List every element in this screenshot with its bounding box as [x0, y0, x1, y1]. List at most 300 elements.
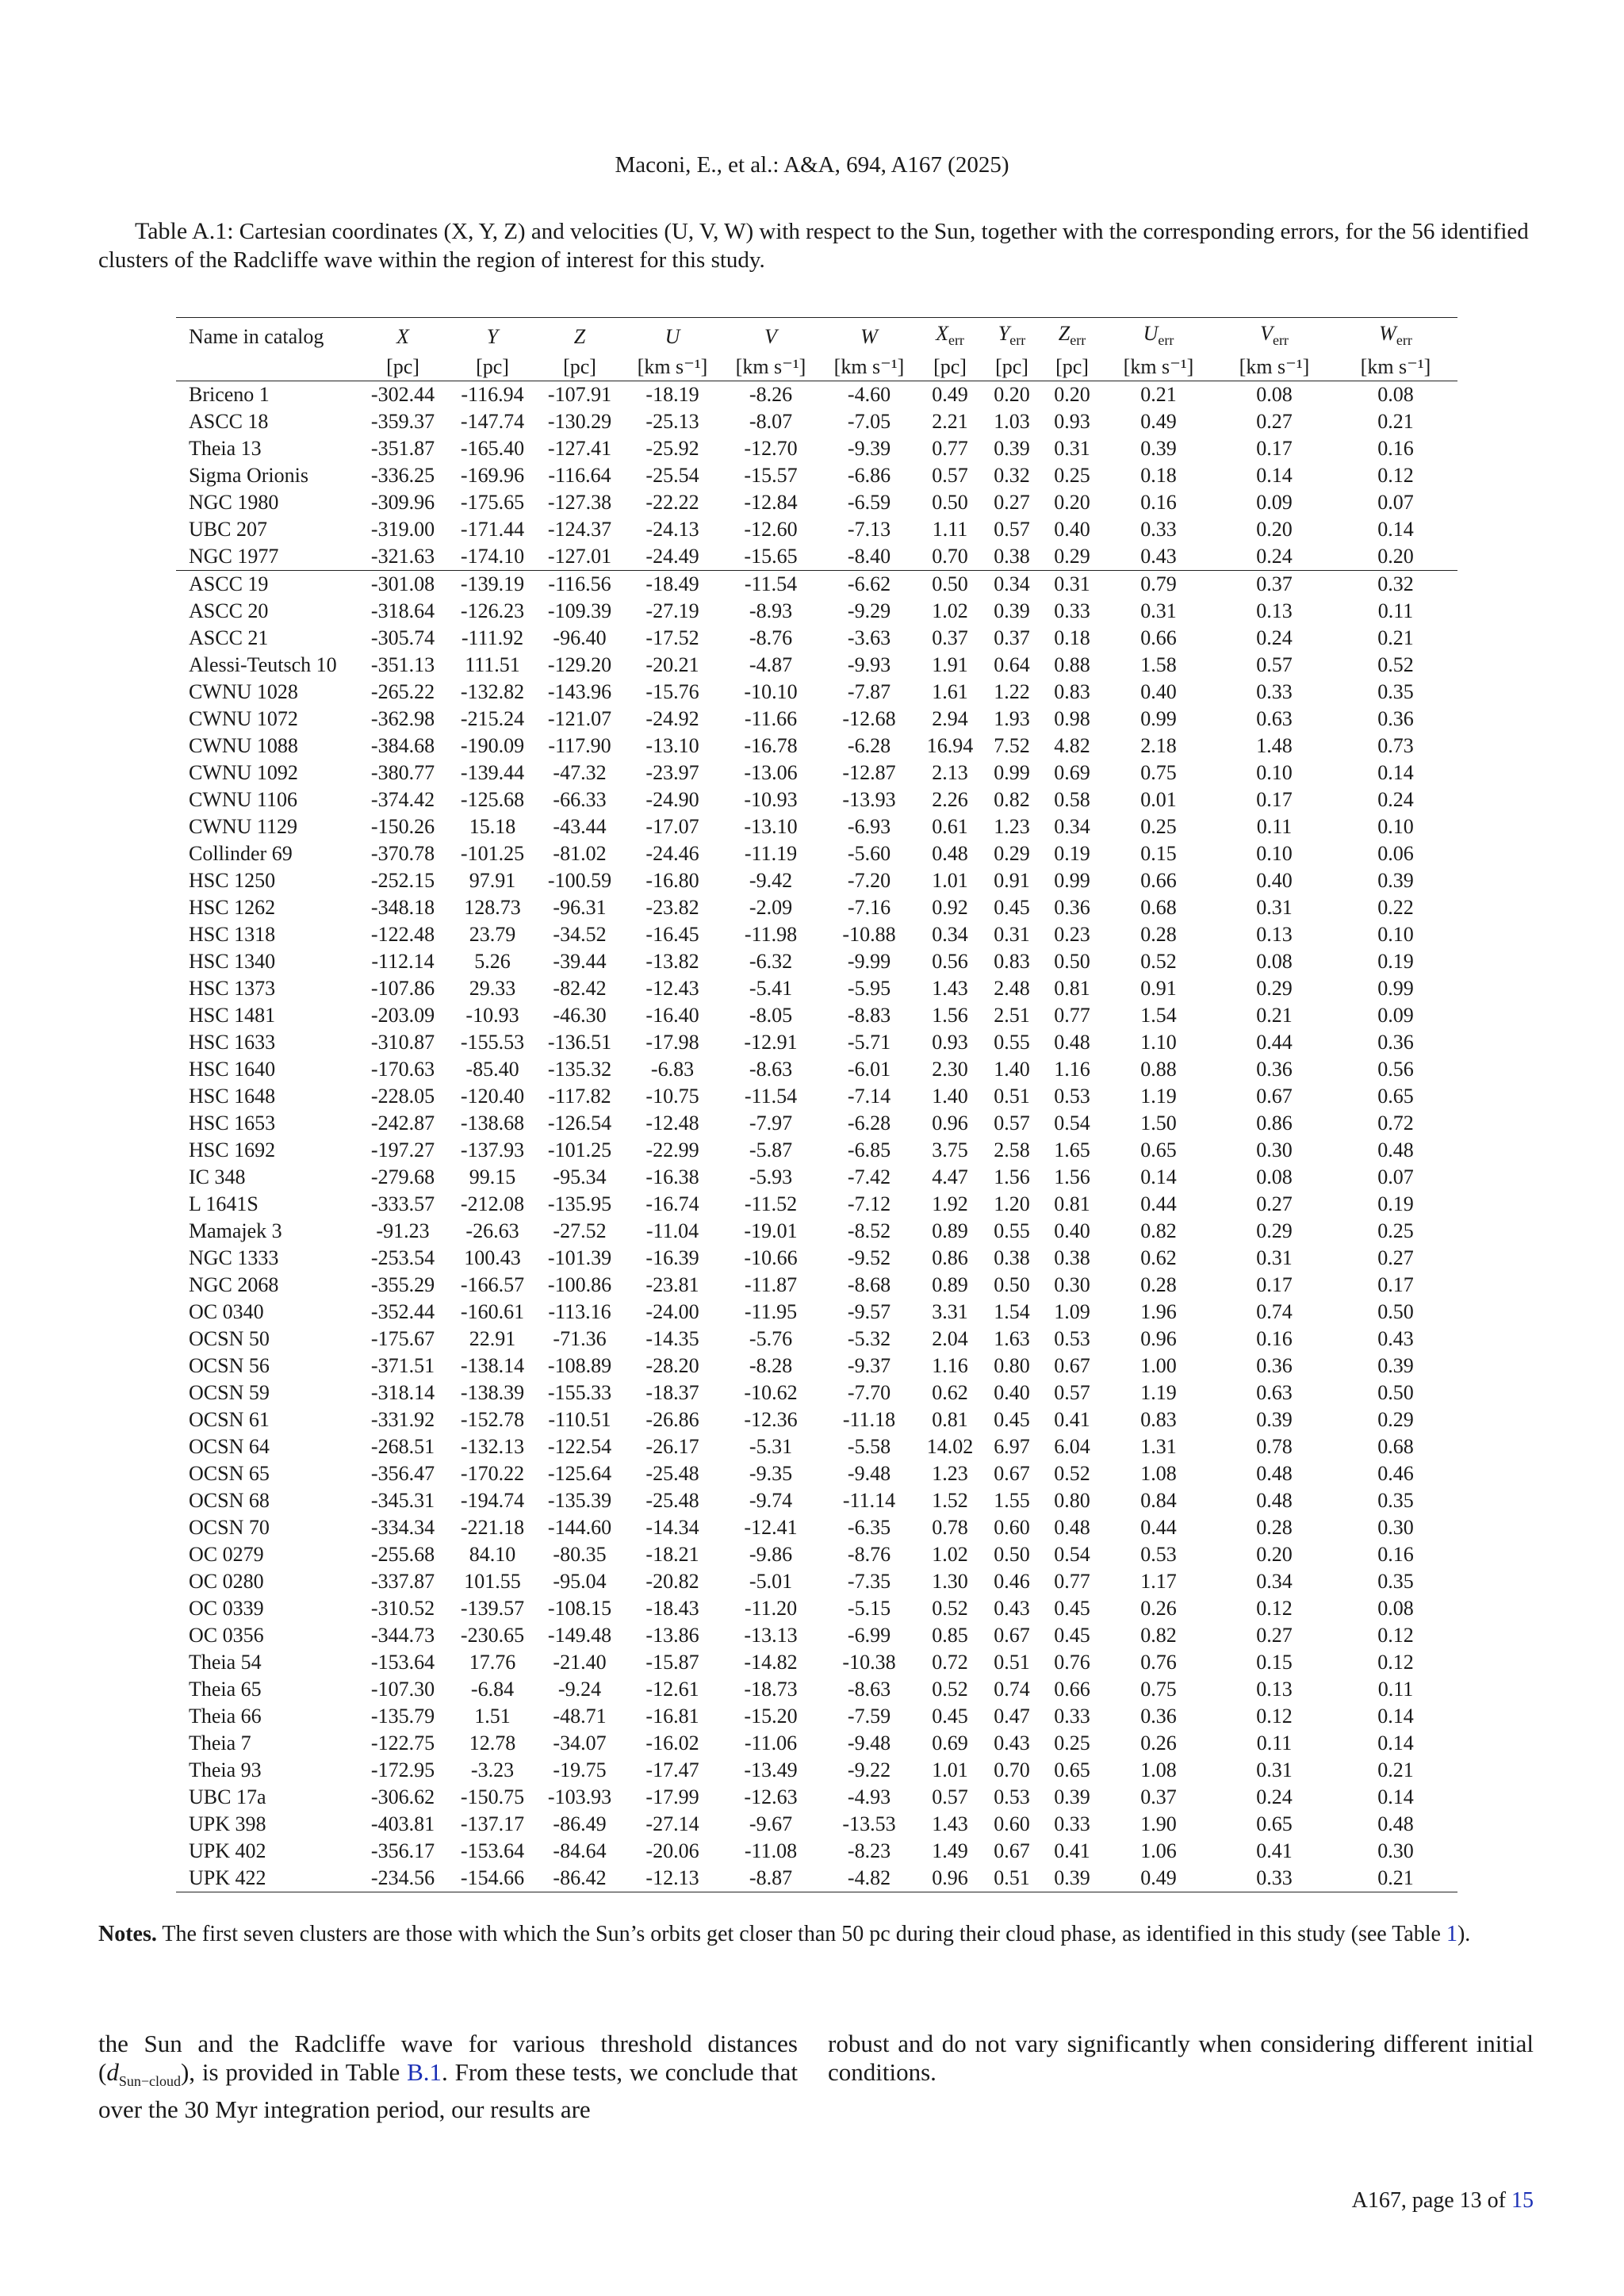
value-cell: -112.14: [371, 950, 435, 974]
value-cell: 0.49: [1102, 1865, 1215, 1892]
cluster-name-cell: L 1641S: [189, 1192, 259, 1216]
value-cell: 0.20: [1054, 383, 1090, 407]
value-cell: -5.58: [847, 1435, 891, 1459]
table-notes: [98, 1920, 1546, 1949]
value-cell: 0.10: [1256, 761, 1293, 785]
value-cell: -11.66: [744, 707, 798, 731]
cluster-name-cell: NGC 1980: [189, 491, 279, 515]
cluster-name-cell: OCSN 70: [189, 1516, 270, 1540]
value-cell: -122.75: [370, 1732, 435, 1755]
table-row: [176, 1083, 1457, 1110]
value-cell: 2.26: [932, 788, 968, 812]
value-cell: 0.88: [1054, 653, 1090, 677]
value-cell: 0.43: [1140, 545, 1177, 568]
value-cell: -18.37: [645, 1381, 699, 1405]
value-cell: -359.37: [370, 410, 435, 434]
value-cell: 0.75: [1140, 1678, 1177, 1701]
cluster-name-cell: OCSN 61: [189, 1408, 270, 1432]
cluster-name-cell: HSC 1481: [189, 1004, 276, 1027]
cluster-name-cell: Collinder 69: [189, 842, 293, 866]
value-cell: 0.40: [1140, 680, 1177, 704]
value-cell: 0.40: [1054, 1219, 1090, 1243]
value-cell: -139.19: [449, 571, 536, 599]
value-cell: 0.30: [1377, 1839, 1414, 1863]
value-cell: -10.93: [744, 788, 798, 812]
value-cell: 0.70: [994, 1758, 1030, 1782]
table-row: [176, 1380, 1457, 1406]
value-cell: 0.66: [1054, 1678, 1090, 1701]
cluster-name-cell: CWNU 1088: [189, 734, 298, 758]
value-cell: 0.39: [1377, 1354, 1414, 1378]
value-cell: 0.48: [1377, 1138, 1414, 1162]
value-cell: 6.04: [1054, 1435, 1090, 1459]
value-cell: 3.31: [932, 1300, 968, 1324]
value-cell: 0.46: [994, 1570, 1030, 1594]
value-cell: -116.94: [461, 383, 524, 407]
value-cell: 0.20: [994, 383, 1030, 407]
value-cell: -12.91: [744, 1031, 798, 1054]
value-cell: -370.78: [370, 842, 435, 866]
value-cell: 0.49: [1140, 410, 1177, 434]
value-cell: 0.60: [994, 1516, 1030, 1540]
body-left-part-b: ), is provided in Table: [180, 2058, 408, 2086]
value-cell: 0.70: [932, 545, 968, 568]
value-cell: 0.92: [932, 896, 968, 920]
value-cell: -101.25: [547, 1138, 612, 1162]
body-left-part-a: the Sun and the Radcliffe wave for various threshold distances (: [98, 2030, 798, 2086]
value-cell: 0.30: [1377, 1516, 1414, 1540]
value-cell: -125.64: [547, 1462, 612, 1486]
value-cell: 0.52: [1377, 653, 1414, 677]
value-cell: -82.42: [553, 977, 607, 1001]
value-cell: 23.79: [469, 923, 516, 947]
value-cell: 1.40: [932, 1085, 968, 1108]
caption-label: Table A.1:: [135, 218, 234, 244]
value-cell: -403.81: [370, 1812, 435, 1836]
value-cell: 0.28: [1140, 923, 1177, 947]
cluster-name-cell: Mamajek 3: [189, 1219, 282, 1243]
value-cell: -5.95: [847, 977, 891, 1001]
value-cell: 0.34: [982, 571, 1042, 599]
value-cell: -10.62: [744, 1381, 798, 1405]
value-cell: -20.82: [645, 1570, 699, 1594]
value-cell: 1.43: [932, 1812, 968, 1836]
cluster-name-cell: OCSN 65: [189, 1462, 270, 1486]
value-cell: -9.93: [847, 653, 891, 677]
value-cell: -13.86: [645, 1624, 699, 1647]
value-cell: 2.13: [932, 761, 968, 785]
value-cell: 0.23: [1054, 923, 1090, 947]
value-cell: 0.36: [1054, 896, 1090, 920]
value-cell: 0.11: [1377, 599, 1414, 623]
value-cell: -265.22: [370, 680, 435, 704]
value-cell: 0.31: [1140, 599, 1177, 623]
value-cell: 0.29: [1377, 1408, 1414, 1432]
value-cell: -5.87: [749, 1138, 793, 1162]
value-cell: -8.05: [749, 1004, 793, 1027]
notes-end: ).: [1457, 1922, 1471, 1946]
value-cell: -190.09: [460, 734, 525, 758]
value-cell: 0.33: [1215, 1865, 1334, 1892]
value-cell: -5.32: [847, 1327, 891, 1351]
value-cell: 0.18: [1140, 464, 1177, 488]
value-cell: 1.54: [1140, 1004, 1177, 1027]
value-cell: -16.02: [645, 1732, 699, 1755]
value-cell: 1.22: [994, 680, 1030, 704]
table-row: [176, 1703, 1457, 1730]
value-cell: 0.09: [1377, 1004, 1414, 1027]
value-cell: -8.40: [847, 545, 891, 568]
value-cell: -165.40: [460, 437, 525, 461]
value-cell: -16.74: [645, 1192, 699, 1216]
table-row: [176, 1622, 1457, 1649]
value-cell: -16.81: [645, 1705, 699, 1728]
value-cell: -150.75: [460, 1785, 525, 1809]
value-cell: -310.87: [370, 1031, 435, 1054]
value-cell: -12.70: [744, 437, 798, 461]
value-cell: -7.87: [847, 680, 891, 704]
value-cell: -15.20: [744, 1705, 798, 1728]
cluster-name-cell: CWNU 1129: [189, 815, 297, 839]
value-cell: -268.51: [370, 1435, 435, 1459]
value-cell: 0.62: [932, 1381, 968, 1405]
column-header-7: $X_{err}$: [936, 322, 964, 349]
table-row: [176, 462, 1457, 489]
value-cell: 14.02: [926, 1435, 974, 1459]
value-cell: -25.48: [645, 1462, 699, 1486]
value-cell: -17.47: [645, 1758, 699, 1782]
value-cell: -126.54: [547, 1112, 612, 1135]
value-cell: -12.68: [842, 707, 896, 731]
value-cell: 0.08: [1377, 1597, 1414, 1621]
table-row: [176, 679, 1457, 706]
footer-total-pages-link[interactable]: 15: [1511, 2188, 1534, 2213]
value-cell: -13.10: [744, 815, 798, 839]
value-cell: 0.99: [1377, 977, 1414, 1001]
value-cell: -132.82: [460, 680, 525, 704]
value-cell: -17.52: [645, 626, 699, 650]
value-cell: -21.40: [553, 1651, 607, 1674]
value-cell: -12.87: [842, 761, 896, 785]
value-cell: -17.99: [645, 1785, 699, 1809]
cluster-name-cell: UBC 17a: [189, 1785, 266, 1809]
value-cell: 0.01: [1140, 788, 1177, 812]
value-cell: -10.10: [744, 680, 798, 704]
column-unit-8: [pc]: [982, 354, 1042, 381]
cluster-name-cell: Theia 54: [189, 1651, 262, 1674]
value-cell: -9.48: [847, 1732, 891, 1755]
value-cell: 0.84: [1140, 1489, 1177, 1513]
cluster-name-cell: HSC 1340: [189, 950, 276, 974]
table-body: [176, 381, 1457, 1892]
value-cell: -215.24: [460, 707, 525, 731]
value-cell: 0.32: [994, 464, 1030, 488]
value-cell: 0.29: [1256, 1219, 1293, 1243]
cluster-name-cell: ASCC 21: [189, 626, 269, 650]
value-cell: -15.76: [645, 680, 699, 704]
value-cell: -129.20: [547, 653, 612, 677]
column-header-5: V: [764, 325, 777, 349]
value-cell: 1.23: [994, 815, 1030, 839]
value-cell: -18.19: [645, 383, 699, 407]
value-cell: 0.33: [1054, 599, 1090, 623]
value-cell: 0.61: [932, 815, 968, 839]
value-cell: -84.64: [553, 1839, 607, 1863]
value-cell: -34.07: [553, 1732, 607, 1755]
cluster-name-cell: OC 0340: [189, 1300, 264, 1324]
value-cell: -85.40: [465, 1058, 519, 1081]
value-cell: -116.56: [536, 571, 623, 599]
value-cell: -117.82: [548, 1085, 611, 1108]
value-cell: -7.70: [847, 1381, 891, 1405]
value-cell: -7.42: [847, 1165, 891, 1189]
value-cell: -127.41: [547, 437, 612, 461]
value-cell: -95.34: [553, 1165, 607, 1189]
value-cell: -321.63: [370, 545, 435, 568]
value-cell: -26.63: [465, 1219, 519, 1243]
value-cell: 0.17: [1256, 788, 1293, 812]
value-cell: 0.41: [1054, 1839, 1090, 1863]
value-cell: -8.83: [847, 1004, 891, 1027]
table-b1-link[interactable]: B.1: [407, 2058, 442, 2086]
value-cell: 1.54: [994, 1300, 1030, 1324]
table-row: [176, 489, 1457, 516]
table-row: [176, 975, 1457, 1002]
value-cell: -197.27: [370, 1138, 435, 1162]
value-cell: 0.83: [994, 950, 1030, 974]
value-cell: 0.10: [1256, 842, 1293, 866]
value-cell: -86.42: [536, 1865, 623, 1892]
value-cell: 7.52: [994, 734, 1030, 758]
value-cell: -11.20: [744, 1597, 798, 1621]
value-cell: -9.22: [847, 1758, 891, 1782]
value-cell: 0.46: [1377, 1462, 1414, 1486]
value-cell: 0.21: [1256, 1004, 1293, 1027]
value-cell: -11.14: [842, 1489, 896, 1513]
caption-text: Cartesian coordinates (X, Y, Z) and velocities (U, V, W) with respect to the Sun, together with the corresponding errors, for the 56 identified clusters of the Radcliffe wave within the region of interest for this study.: [98, 219, 1529, 273]
running-head: Maconi, E., et al.: A&A, 694, A167 (2025): [615, 152, 1009, 178]
value-cell: 0.31: [1054, 437, 1090, 461]
cluster-name-cell: OCSN 64: [189, 1435, 270, 1459]
notes-text: The first seven clusters are those with which the Sun’s orbits get closer than 50 pc during their cloud phase, as identified in this study (see Table: [162, 1922, 1446, 1946]
table-1-link[interactable]: 1: [1446, 1922, 1457, 1946]
value-cell: -135.32: [547, 1058, 612, 1081]
value-cell: -9.67: [749, 1812, 793, 1836]
value-cell: 0.50: [1054, 950, 1090, 974]
value-cell: 0.77: [1054, 1004, 1090, 1027]
value-cell: 1.20: [994, 1192, 1030, 1216]
table-row: [176, 1595, 1457, 1622]
table-row: [176, 1218, 1457, 1245]
value-cell: 0.53: [1054, 1085, 1090, 1108]
value-cell: -230.65: [460, 1624, 525, 1647]
cluster-name-cell: ASCC 19: [176, 571, 357, 599]
value-cell: 0.33: [1054, 1812, 1090, 1836]
column-unit-3: [pc]: [536, 354, 623, 381]
notes-label: Notes.: [98, 1922, 157, 1946]
value-cell: 0.48: [1377, 1812, 1414, 1836]
value-cell: 0.41: [1054, 1408, 1090, 1432]
value-cell: -301.08: [357, 571, 449, 599]
cluster-name-cell: OC 0279: [189, 1543, 264, 1567]
value-cell: 0.82: [1140, 1219, 1177, 1243]
value-cell: -306.62: [370, 1785, 435, 1809]
table-row: [176, 408, 1457, 435]
value-cell: 0.37: [994, 626, 1030, 650]
value-cell: 0.29: [1256, 977, 1293, 1001]
value-cell: -20.21: [645, 653, 699, 677]
value-cell: 1.63: [994, 1327, 1030, 1351]
value-cell: 0.67: [994, 1624, 1030, 1647]
value-cell: -8.28: [749, 1354, 793, 1378]
value-cell: -4.82: [820, 1865, 918, 1892]
column-header-0: Name in catalog: [189, 325, 324, 349]
value-cell: -13.06: [744, 761, 798, 785]
value-cell: 0.81: [1054, 977, 1090, 1001]
column-header-9: $Z_{err}$: [1058, 322, 1086, 349]
value-cell: -150.26: [370, 815, 435, 839]
table-row: [176, 1676, 1457, 1703]
value-cell: 0.30: [1256, 1138, 1293, 1162]
value-cell: 1.02: [932, 599, 968, 623]
value-cell: 0.41: [1256, 1839, 1293, 1863]
value-cell: -9.42: [749, 869, 793, 893]
value-cell: -8.23: [847, 1839, 891, 1863]
value-cell: 1.31: [1140, 1435, 1177, 1459]
value-cell: 0.49: [932, 383, 968, 407]
value-cell: -12.84: [744, 491, 798, 515]
value-cell: 5.26: [474, 950, 511, 974]
value-cell: 0.11: [1256, 815, 1293, 839]
cluster-name-cell: NGC 2068: [189, 1273, 279, 1297]
value-cell: -11.54: [722, 571, 820, 599]
value-cell: -18.21: [645, 1543, 699, 1567]
cluster-name-cell: CWNU 1028: [189, 680, 298, 704]
column-unit-10: [km s⁻¹]: [1102, 354, 1215, 381]
value-cell: -374.42: [370, 788, 435, 812]
value-cell: -23.81: [645, 1273, 699, 1297]
value-cell: -16.38: [645, 1165, 699, 1189]
value-cell: 1.56: [994, 1165, 1030, 1189]
value-cell: 0.80: [1054, 1489, 1090, 1513]
value-cell: -27.19: [645, 599, 699, 623]
value-cell: -43.44: [553, 815, 607, 839]
value-cell: -96.31: [553, 896, 607, 920]
value-cell: -8.93: [749, 599, 793, 623]
value-cell: -24.13: [645, 518, 699, 541]
value-cell: 0.37: [1140, 1785, 1177, 1809]
value-cell: 0.65: [1256, 1812, 1293, 1836]
value-cell: -6.99: [847, 1624, 891, 1647]
value-cell: -17.07: [645, 815, 699, 839]
table-row: [176, 733, 1457, 760]
value-cell: 0.66: [1140, 626, 1177, 650]
value-cell: -170.22: [460, 1462, 525, 1486]
value-cell: 0.74: [994, 1678, 1030, 1701]
column-header-10: $U_{err}$: [1143, 322, 1174, 349]
value-cell: 1.43: [932, 977, 968, 1001]
value-cell: -5.60: [847, 842, 891, 866]
value-cell: -345.31: [370, 1489, 435, 1513]
value-cell: 0.27: [994, 491, 1030, 515]
table-row: [176, 948, 1457, 975]
column-header-12: $W_{err}$: [1379, 322, 1412, 349]
value-cell: -143.96: [547, 680, 612, 704]
value-cell: -5.31: [749, 1435, 793, 1459]
value-cell: -18.43: [645, 1597, 699, 1621]
value-cell: -101.39: [547, 1246, 612, 1270]
value-cell: -121.07: [547, 707, 612, 731]
value-cell: 0.53: [1054, 1327, 1090, 1351]
value-cell: -154.66: [449, 1865, 536, 1892]
value-cell: -175.67: [370, 1327, 435, 1351]
value-cell: -25.13: [645, 410, 699, 434]
value-cell: -138.68: [460, 1112, 525, 1135]
value-cell: 0.82: [1140, 1624, 1177, 1647]
table-row: [176, 598, 1457, 625]
value-cell: 12.78: [469, 1732, 516, 1755]
value-cell: 0.21: [1140, 383, 1177, 407]
value-cell: -144.60: [547, 1516, 612, 1540]
cluster-name-cell: Theia 65: [189, 1678, 262, 1701]
value-cell: 0.12: [1377, 464, 1414, 488]
value-cell: -9.39: [847, 437, 891, 461]
value-cell: -19.01: [744, 1219, 798, 1243]
value-cell: -3.63: [847, 626, 891, 650]
value-cell: -7.16: [847, 896, 891, 920]
value-cell: -9.57: [847, 1300, 891, 1324]
header-units-row: [176, 354, 1457, 381]
value-cell: -13.93: [842, 788, 896, 812]
table-row: [176, 1649, 1457, 1676]
value-cell: -96.40: [553, 626, 607, 650]
value-cell: 0.31: [994, 923, 1030, 947]
cluster-name-cell: CWNU 1092: [189, 761, 298, 785]
column-header-8: $Y_{err}$: [998, 322, 1026, 349]
table-row: [176, 894, 1457, 921]
value-cell: -120.40: [460, 1085, 525, 1108]
cluster-name-cell: Theia 13: [189, 437, 262, 461]
value-cell: 0.83: [1140, 1408, 1177, 1432]
value-cell: -46.30: [553, 1004, 607, 1027]
data-table-container: [176, 317, 1457, 1892]
value-cell: -9.52: [847, 1246, 891, 1270]
cluster-name-cell: Theia 66: [189, 1705, 262, 1728]
table-row: [176, 1730, 1457, 1757]
value-cell: -6.32: [749, 950, 793, 974]
value-cell: -124.37: [547, 518, 612, 541]
value-cell: 0.57: [994, 518, 1030, 541]
value-cell: 0.89: [932, 1219, 968, 1243]
value-cell: 0.47: [994, 1705, 1030, 1728]
value-cell: 2.94: [932, 707, 968, 731]
value-cell: 0.31: [1256, 896, 1293, 920]
column-header-11: $V_{err}$: [1260, 322, 1289, 349]
value-cell: -11.04: [645, 1219, 699, 1243]
value-cell: -331.92: [370, 1408, 435, 1432]
value-cell: -95.04: [553, 1570, 607, 1594]
value-cell: 0.60: [994, 1812, 1030, 1836]
value-cell: -7.59: [847, 1705, 891, 1728]
value-cell: 0.12: [1256, 1597, 1293, 1621]
cluster-name-cell: Theia 93: [189, 1758, 262, 1782]
column-unit-4: [km s⁻¹]: [623, 354, 722, 381]
value-cell: 0.72: [1377, 1112, 1414, 1135]
value-cell: 0.51: [982, 1865, 1042, 1892]
value-cell: 0.69: [1054, 761, 1090, 785]
value-cell: 0.17: [1256, 437, 1293, 461]
table-row: [176, 1433, 1457, 1460]
